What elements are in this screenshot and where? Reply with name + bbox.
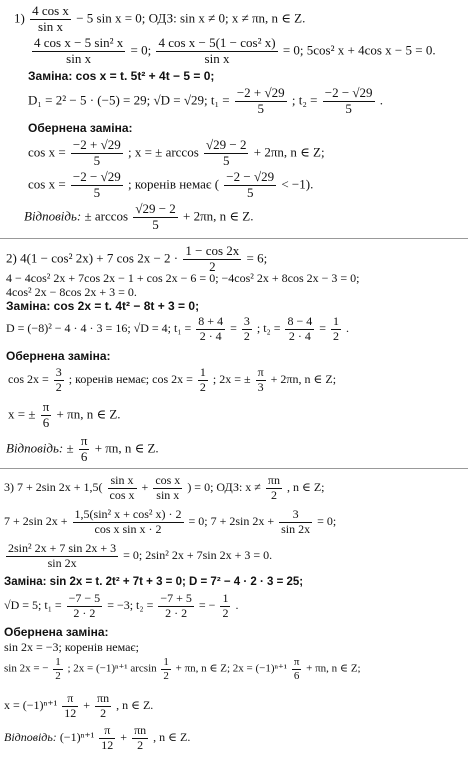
fraction: $\frac{-2 + √29}{5}$ <box>236 85 285 116</box>
p2-inverse-heading: Обернена заміна: <box>6 349 111 363</box>
p2-line-2: 4 − 4cos² 2x + 7cos 2x − 1 + cos 2x − 6 = 0; −4cos² 2x + 8cos 2x − 3 = 0; <box>6 271 360 285</box>
p2-line-3: 4cos² 2x − 8cos 2x + 3 = 0. <box>6 285 137 299</box>
answer-label: Відповідь: <box>24 208 82 224</box>
fraction: $\frac{1}{2}$ <box>199 365 206 394</box>
p3-inverse-heading: Обернена заміна: <box>4 625 109 639</box>
p1-answer: Відповідь: ± arccos $\frac{√29 - 2}{5}$ + 2πn, n ∈ Z. <box>24 201 254 232</box>
fraction: $\frac{\pi}{6}$ <box>42 399 50 430</box>
fraction: $\frac{\pi n}{2}$ <box>134 723 147 752</box>
fraction: $\frac{-2 - √29}{5}$ <box>226 169 275 200</box>
fraction: $\frac{\pi n}{2}$ <box>97 691 110 720</box>
fraction: $\frac{\text{4 cos x − 5(1 − cos² x)}}{\text{sin x}}$ <box>158 35 276 66</box>
fraction: $\frac{8 + 4}{2 \cdot 4}$ <box>198 314 224 343</box>
p1-line-2: $\frac{\text{4 cos x − 5 sin² x}}{\text{sin x}}$ = 0; $\frac{\text{4 cos x − 5(1 − cos² x)}}{\text{sin x}}$ = 0; 5cos² x + 4cos x − 5 = 0. <box>34 35 436 66</box>
fraction: $\frac{1}{2}$ <box>55 656 61 682</box>
divider <box>0 468 468 469</box>
fraction: $\frac{3}{2}$ <box>55 365 62 394</box>
p2-answer: Відповідь: ± $\frac{\pi}{6}$ + πn, n ∈ Z. <box>6 433 159 464</box>
fraction: $\frac{-2 - √29}{5}$ <box>324 85 373 116</box>
p3-line-8: sin 2x = − $\frac{1}{2}$ ; 2x = (−1)ⁿ⁺¹ arcsin $\frac{1}{2}$ + πn, n ∈ Z; 2x = (−1)ⁿ⁺¹ $\frac{\pi}{6}$ + πn, n ∈ Z; <box>4 656 361 682</box>
fraction: $\frac{\pi}{3}$ <box>257 365 264 394</box>
fraction: $\frac{-7 - 5}{2 \cdot 2}$ <box>68 591 101 620</box>
fraction: $\frac{3}{\sin 2x}$ <box>281 507 311 536</box>
answer-label: Відповідь: <box>6 440 64 456</box>
p3-line-1: 3) 7 + 2sin 2x + 1,5( $\frac{\text{sin x}}{\text{cos x}}$ + $\frac{\text{cos x}}{\text{sin x}}$ ) = 0; ОДЗ: x ≠ $\frac{\pi n}{2}$ , n ∈ Z; <box>4 473 325 502</box>
p1-line-4: D₁ = 2² − 5 · (−5) = 29; √D = √29; t₁ = $\frac{-2 + √29}{5}$ ; t₂ = $\frac{-2 - √29}{5}$ . <box>28 85 384 116</box>
fraction: $\frac{\pi}{12}$ <box>64 691 77 720</box>
fraction: $\frac{\pi n}{2}$ <box>267 473 280 502</box>
fraction: $\frac{1}{2}$ <box>333 314 340 343</box>
fraction: $\frac{\text{4 cos x − 5 sin² x}}{\text{sin x}}$ <box>34 35 124 66</box>
answer-label: Відповідь: <box>4 730 57 745</box>
p2-line-1: 2) 4(1 − cos² 2x) + 7 cos 2x − 2 · $\frac{1 - \cos 2x}{2}$ = 6; <box>6 243 268 274</box>
fraction: $\frac{-7 + 5}{2 \cdot 2}$ <box>160 591 192 620</box>
fraction: $\frac{\text{sin x}}{\text{cos x}}$ <box>109 473 135 502</box>
divider <box>0 238 468 239</box>
p3-line-2: 7 + 2sin 2x + $\frac{\text{1,5(sin² x + cos² x) · 2}}{\text{cos x sin x · 2}}$ = 0; 7 + 2sin 2x + $\frac{3}{\sin 2x}$ = 0; <box>4 507 337 536</box>
fraction: $\frac{\text{cos x}}{\text{sin x}}$ <box>155 473 181 502</box>
p2-line-7: cos 2x = $\frac{3}{2}$ ; коренів немає; cos 2x = $\frac{1}{2}$ ; 2x = ± $\frac{\pi}{3}$ + 2πn, n ∈ Z; <box>8 365 337 394</box>
p1-line-6: cos x = $\frac{-2 + √29}{5}$ ; x = ± arccos $\frac{√29 - 2}{5}$ + 2πn, n ∈ Z; <box>28 137 325 168</box>
fraction: $\frac{1 - \cos 2x}{2}$ <box>185 243 240 274</box>
fraction: $\frac{\pi}{6}$ <box>293 656 300 682</box>
p2-substitution: Заміна: cos 2x = t. 4t² − 8t + 3 = 0; <box>6 299 200 313</box>
p3-line-5: √D = 5; t₁ = $\frac{-7 - 5}{2 \cdot 2}$ = −3; t₂ = $\frac{-7 + 5}{2 \cdot 2}$ = − $\frac{1}{2}$ . <box>4 591 239 620</box>
fraction: $\frac{\text{1,5(sin² x + cos² x) · 2}}{\text{cos x sin x · 2}}$ <box>74 507 182 536</box>
fraction: $\frac{\text{2sin² 2x + 7 sin 2x + 3}}{\sin 2x}$ <box>8 541 117 570</box>
fraction: $\frac{\pi}{12}$ <box>101 723 114 752</box>
p2-line-8: x = ± $\frac{\pi}{6}$ + πn, n ∈ Z. <box>8 399 121 430</box>
fraction: $\frac{-2 - √29}{5}$ <box>72 169 121 200</box>
p3-line-3: $\frac{\text{2sin² 2x + 7 sin 2x + 3}}{\sin 2x}$ = 0; 2sin² 2x + 7sin 2x + 3 = 0. <box>8 541 273 570</box>
fraction: $\frac{1}{2}$ <box>222 591 229 620</box>
fraction: $\frac{3}{2}$ <box>243 314 250 343</box>
p1-line-1: 1) $\frac{\text{4 cos x}}{\text{sin x}}$ − 5 sin x = 0; ОДЗ: sin x ≠ 0; x ≠ πn, n ∈ Z. <box>14 3 306 34</box>
p3-substitution: Заміна: sin 2x = t. 2t² + 7t + 3 = 0; D = 7² − 4 · 2 · 3 = 25; <box>4 576 304 588</box>
fraction: $\frac{8 - 4}{2 \cdot 4}$ <box>287 314 313 343</box>
fraction: $\frac{√29 - 2}{5}$ <box>206 137 247 168</box>
p3-answer: Відповідь: (−1)ⁿ⁺¹ $\frac{\pi}{12}$ + $\frac{\pi n}{2}$ , n ∈ Z. <box>4 723 191 752</box>
p1-line-7: cos x = $\frac{-2 - √29}{5}$ ; коренів немає ( $\frac{-2 - √29}{5}$ < −1). <box>28 169 314 200</box>
fraction: $\frac{√29 - 2}{5}$ <box>135 201 176 232</box>
fraction: $\frac{-2 + √29}{5}$ <box>72 137 121 168</box>
fraction: $\frac{1}{2}$ <box>163 656 169 682</box>
fraction: $\frac{\text{4 cos x}}{\text{sin x}}$ <box>32 3 69 34</box>
p3-line-7: sin 2x = −3; коренів немає; <box>4 640 139 654</box>
p3-line-9: x = (−1)ⁿ⁺¹ $\frac{\pi}{12}$ + $\frac{\pi n}{2}$ , n ∈ Z. <box>4 691 154 720</box>
p1-substitution: Заміна: cos x = t. 5t² + 4t − 5 = 0; <box>28 69 215 83</box>
fraction: $\frac{\pi}{6}$ <box>80 433 88 464</box>
problem-number: 1) <box>14 10 25 26</box>
p2-line-5: D = (−8)² − 4 · 4 · 3 = 16; √D = 4; t₁ = $\frac{8 + 4}{2 \cdot 4}$ = $\frac{3}{2}$ ; t₂ = $\frac{8 - 4}{2 \cdot 4}$ = $\frac{1}{2}$ . <box>6 314 350 343</box>
p1-inverse-heading: Обернена заміна: <box>28 121 133 135</box>
